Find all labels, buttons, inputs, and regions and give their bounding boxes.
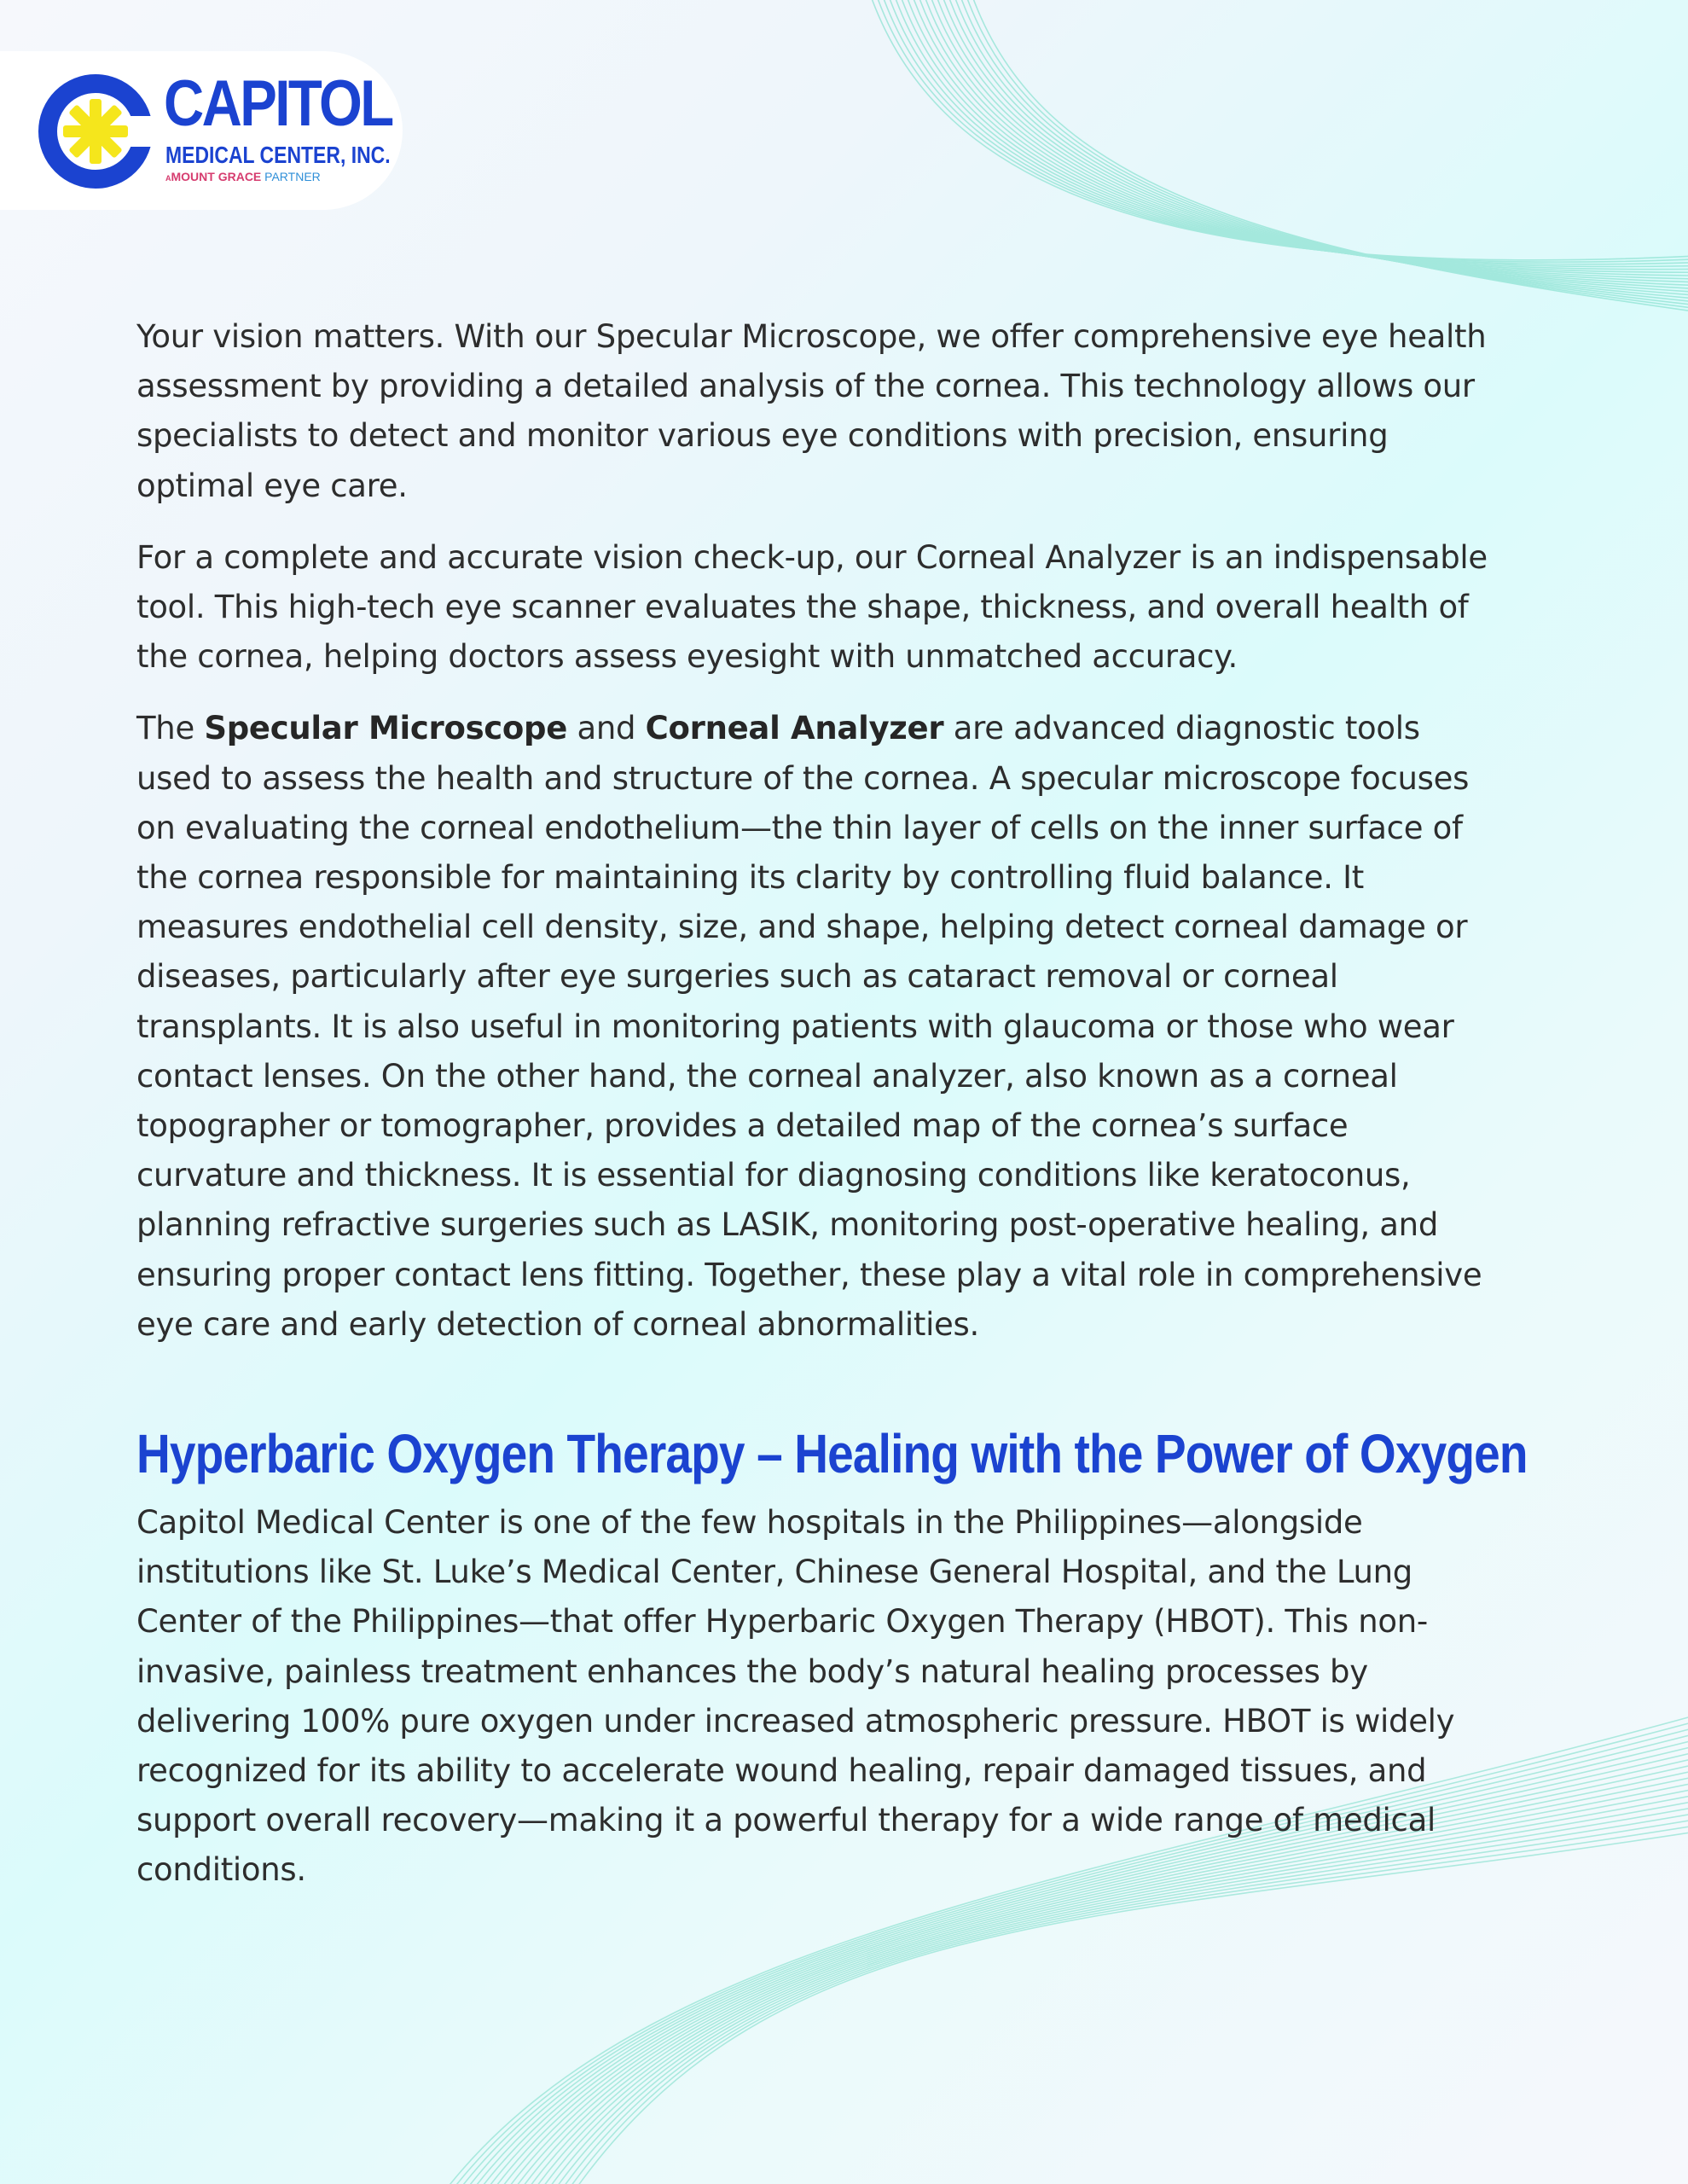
wave-line — [935, 0, 1688, 292]
wave-line — [887, 0, 1688, 267]
logo-partner-line — [165, 171, 321, 183]
wave-line — [947, 0, 1688, 299]
logo-wordmark: CAPITOL — [164, 67, 392, 140]
wave-line — [869, 0, 1688, 260]
wave-line — [905, 0, 1688, 276]
article-body — [136, 312, 1528, 1918]
paragraph-specular-intro: Your vision matters. With our Specular Microscope, we offer comprehensive eye health assessment by providing a detailed analysis of the cornea. This technology allows our specialists to detect and monitor various eye conditions with precision, ensuring optimal eye care. — [136, 318, 1487, 504]
wave-line — [953, 0, 1688, 302]
text-run: The — [136, 710, 205, 747]
text-run: are advanced diagnostic tools used to assess the health and structure of the cornea. A specular microscope focuses on evaluating the corneal endothelium—the thin layer of cells on the inner surface of the cornea responsible for maintaining its clarity by controlling fluid balance. It measures endothelial cell density, size, and shape, helping detect corneal damage or diseases, particularly after eye surgeries such as cataract removal or corneal transplants. It is also useful in monitoring patients with glaucoma or those who wear contact lenses. On the other hand, the corneal analyzer, also known as a corneal topographer or tomographer, provides a detailed map of the cornea’s surface curvature and thickness. It is essential for diagnosing conditions like keratoconus, planning refractive surgeries such as LASIK, monitoring post-operative healing, and ensuring proper contact lens fitting. Together, these play a vital role in comprehensive eye care and early detection of corneal abnormalities. — [136, 710, 1482, 1343]
wave-line — [899, 0, 1688, 272]
wave-line — [929, 0, 1688, 289]
wave-line — [917, 0, 1688, 282]
section-heading-hbot: Hyperbaric Oxygen Therapy – Healing with the Power of Oxygen — [136, 1423, 1528, 1485]
paragraph-hbot: Capitol Medical Center is one of the few hospitals in the Philippines—alongside institutions like St. Luke’s Medical Center, Chinese General Hospital, and the Lung Center of the Philippines—that offer Hyperbaric Oxygen Therapy (HBOT). This non-invasive, painless treatment enhances the body’s natural healing processes by delivering 100% pure oxygen under increased atmospheric pressure. HBOT is widely recognized for its ability to accelerate wound healing, repair damaged tissues, and support overall recovery—making it a powerful therapy for a wide range of medical conditions. — [136, 1504, 1455, 1889]
paragraph-diagnostic-tools — [136, 704, 1501, 1350]
partner-word: PARTNER — [264, 170, 321, 183]
bold-corneal-analyzer: Corneal Analyzer — [645, 710, 944, 747]
wave-line — [881, 0, 1688, 264]
wave-line — [875, 0, 1688, 262]
wave-line — [965, 0, 1688, 309]
bold-specular-microscope: Specular Microscope — [204, 710, 568, 747]
wave-line — [923, 0, 1688, 286]
logo-subtitle: MEDICAL CENTER, INC. — [165, 142, 391, 168]
text-run: and — [567, 710, 646, 747]
wave-line — [893, 0, 1688, 270]
capitol-logo-icon — [38, 73, 154, 189]
wave-line — [971, 0, 1688, 311]
wave-line — [959, 0, 1688, 305]
wave-line — [941, 0, 1688, 295]
partner-prefix: A — [165, 174, 171, 183]
partner-brand: MOUNT GRACE — [171, 170, 262, 183]
wave-line — [911, 0, 1688, 279]
paragraph-corneal-analyzer: For a complete and accurate vision check-up, our Corneal Analyzer is an indispensable tool. This high-tech eye scanner evaluates the shape, thickness, and overall health of the cornea, helping doctors assess eyesight with unmatched accuracy. — [136, 538, 1488, 676]
